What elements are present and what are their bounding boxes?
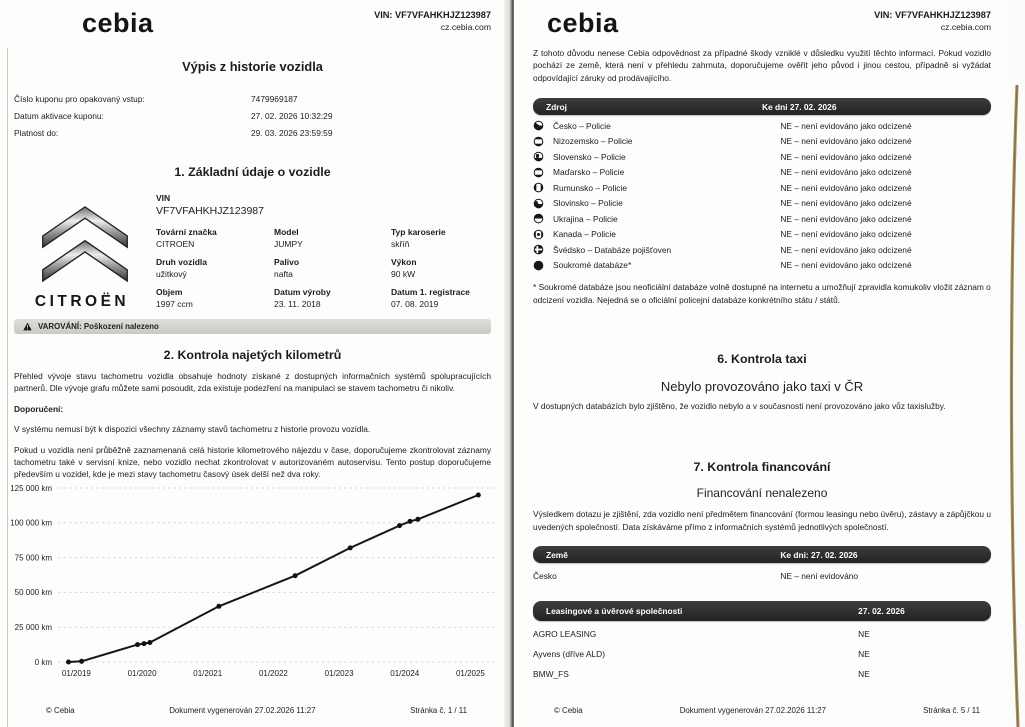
field-label: Tovární značka bbox=[156, 227, 217, 237]
country-header-left: Země bbox=[546, 549, 568, 560]
citroen-logo bbox=[14, 191, 156, 311]
source-row bbox=[533, 227, 991, 243]
warning-banner bbox=[14, 319, 491, 334]
coupon-row bbox=[14, 124, 491, 141]
svg-text:0 km: 0 km bbox=[34, 657, 52, 667]
vin-label: VIN bbox=[156, 193, 171, 203]
flag-slovenia-icon bbox=[533, 198, 544, 209]
field-value: 23. 11. 2018 bbox=[274, 299, 321, 309]
source-row bbox=[533, 196, 991, 212]
country-header-date: Ke dni: 27. 02. 2026 bbox=[780, 549, 858, 560]
source-row bbox=[533, 258, 991, 274]
source-label: Maďarsko – Policie bbox=[553, 167, 625, 178]
row-label: AGRO LEASING bbox=[533, 629, 597, 640]
report-page-5 bbox=[514, 0, 1010, 727]
source-result: NE – není evidováno jako odcizené bbox=[780, 136, 912, 147]
flag-romania-icon bbox=[533, 182, 544, 193]
source-result: NE – není evidováno jako odcizené bbox=[780, 244, 912, 255]
source-row bbox=[533, 242, 991, 258]
flag-canada-icon bbox=[533, 229, 544, 240]
svg-text:01/2022: 01/2022 bbox=[258, 669, 288, 678]
field-label: Objem bbox=[156, 287, 183, 297]
source-label: Rumunsko – Policie bbox=[553, 182, 628, 193]
section-1-title: 1. Základní údaje o vozidle bbox=[174, 165, 331, 179]
warning-triangle-icon bbox=[23, 322, 32, 331]
svg-text:25 000 km: 25 000 km bbox=[14, 623, 52, 632]
sources-header-left: Zdroj bbox=[546, 101, 567, 112]
source-result: NE – není evidováno jako odcizené bbox=[780, 260, 912, 271]
row-result: NE bbox=[858, 629, 870, 640]
flag-czechia-icon bbox=[533, 120, 544, 131]
private-db-footnote: * Soukromé databáze jsou neoficiální databáze volně dostupné na internetu a umožňují zpravidla komukoliv vložit záznam o odcizení vozidla. Nejedná se o oficiální policejní databáze konkrétního státu / států. bbox=[533, 282, 991, 305]
leasing-table-header bbox=[533, 601, 991, 621]
field-value: užitkový bbox=[156, 269, 187, 279]
field-label: Palivo bbox=[274, 257, 300, 267]
vehicle-fields bbox=[156, 227, 491, 309]
coupon-value: 29. 03. 2026 23:59:59 bbox=[251, 127, 333, 138]
svg-text:01/2020: 01/2020 bbox=[127, 669, 157, 678]
source-label: Soukromé databáze* bbox=[553, 260, 632, 271]
row-label: BMW_FS bbox=[533, 669, 569, 680]
row-label: Ayvens (dříve ALD) bbox=[533, 649, 605, 660]
svg-text:01/2019: 01/2019 bbox=[61, 669, 91, 678]
source-result: NE – není evidováno jako odcizené bbox=[780, 167, 912, 178]
field-value: skříň bbox=[391, 239, 410, 249]
footer-generated: Dokument vygenerován 27.02.2026 11:27 bbox=[169, 706, 316, 715]
vehicle-field bbox=[391, 227, 491, 249]
section-7-title: 7. Kontrola financování bbox=[693, 460, 831, 475]
source-label: Česko – Policie bbox=[553, 120, 611, 131]
footer-page-number: Stránka č. 1 / 11 bbox=[410, 706, 467, 715]
footer-page-number: Stránka č. 5 / 11 bbox=[923, 706, 980, 715]
source-result: NE – není evidováno jako odcizené bbox=[780, 213, 912, 224]
section-2-paragraph-2: V systému nemusí být k dispozici všechny záznamy stavů tachometru z historie provozu vozidla. bbox=[14, 424, 371, 435]
source-label: Slovinsko – Policie bbox=[553, 198, 623, 209]
page-header bbox=[533, 0, 991, 37]
svg-text:01/2025: 01/2025 bbox=[455, 669, 485, 678]
country-row bbox=[533, 563, 991, 589]
source-row bbox=[533, 211, 991, 227]
source-row bbox=[533, 180, 991, 196]
row-result: NE bbox=[858, 669, 870, 680]
leasing-header-date: 27. 02. 2026 bbox=[858, 606, 905, 617]
coupon-row bbox=[14, 107, 491, 124]
private-database-icon bbox=[533, 260, 544, 271]
vehicle-field bbox=[156, 227, 274, 249]
source-label: Ukrajina – Policie bbox=[553, 213, 618, 224]
vehicle-field bbox=[156, 257, 274, 279]
row-result: NE bbox=[858, 649, 870, 660]
source-result: NE – není evidováno jako odcizené bbox=[780, 229, 912, 240]
footer-generated: Dokument vygenerován 27.02.2026 11:27 bbox=[679, 706, 827, 715]
header-vin: VIN: VF7VFAHKHJZ123987 bbox=[874, 10, 991, 20]
vehicle-field bbox=[391, 257, 491, 279]
source-row bbox=[533, 165, 991, 181]
footer-copyright: © Cebia bbox=[46, 706, 75, 715]
svg-text:50 000 km: 50 000 km bbox=[14, 588, 52, 598]
disclaimer-paragraph: Z tohoto důvodu nenese Cebia odpovědnost za případné škody vzniklé v důsledku využití těchto informací. Pokud vozidlo pochází ze země, která není v přehledu zahrnuta, doporučujeme ověřit jeho původ i jinou cestou, případně si vyžádat odpovídající záruky od prodávajícího. bbox=[533, 48, 991, 83]
header-site-url: cz.cebia.com bbox=[940, 22, 991, 32]
section-2-paragraph-1: Přehled vývoje stavu tachometru vozidla obsahuje hodnoty získané z dostupných informačních systémů spolupracujících partnerů. Dle vývoje grafu můžete sami posoudit, zda existuje podezření na manipulaci se stavem tachometru či nikoliv. bbox=[14, 371, 491, 394]
svg-text:125 000 km: 125 000 km bbox=[10, 483, 52, 493]
vehicle-field bbox=[274, 227, 391, 249]
country-table-header bbox=[533, 546, 991, 563]
field-label: Výkon bbox=[391, 257, 417, 267]
svg-text:75 000 km: 75 000 km bbox=[14, 553, 52, 563]
page-footer bbox=[554, 706, 980, 715]
leasing-header-left: Leasingové a úvěrové společnosti bbox=[546, 606, 683, 617]
taxi-check-note: V dostupných databázích bylo zjištěno, že vozidlo nebylo a v současnosti není provozováno jako vůz taxislužby. bbox=[533, 401, 946, 412]
flag-slovakia-icon bbox=[533, 151, 544, 162]
source-label: Nizozemsko – Policie bbox=[553, 136, 633, 147]
svg-text:01/2021: 01/2021 bbox=[193, 669, 223, 678]
source-result: NE – není evidováno jako odcizené bbox=[780, 151, 912, 162]
flag-ukraine-icon bbox=[533, 213, 544, 224]
row-result: NE – není evidováno bbox=[780, 571, 859, 582]
source-row bbox=[533, 118, 991, 134]
flag-netherlands-icon bbox=[533, 136, 544, 147]
field-value: 1997 ccm bbox=[156, 299, 193, 309]
leasing-row bbox=[533, 624, 991, 644]
field-value: 90 kW bbox=[391, 269, 416, 279]
field-label: Typ karoserie bbox=[391, 227, 446, 237]
source-label: Švédsko – Databáze pojišťoven bbox=[553, 244, 672, 255]
flag-hungary-icon bbox=[533, 167, 544, 178]
source-result: NE – není evidováno jako odcizené bbox=[780, 198, 912, 209]
coupon-value: 7479969187 bbox=[251, 93, 298, 104]
sources-table-rows bbox=[533, 118, 991, 273]
taxi-check-result: Nebylo provozováno jako taxi v ČR bbox=[660, 379, 864, 395]
vehicle-field bbox=[391, 287, 491, 309]
header-site-url: cz.cebia.com bbox=[440, 22, 491, 32]
odometer-line-chart bbox=[0, 478, 500, 683]
warning-text: VAROVÁNÍ: Poškození nalezeno bbox=[38, 322, 159, 331]
section-2-title: 2. Kontrola najetých kilometrů bbox=[163, 348, 342, 362]
cebia-logo: cebia bbox=[82, 8, 154, 38]
section-2-paragraph-3: Pokud u vozidla není průběžně zaznamenaná celá historie kilometrového nájezdu v čase, doporučujeme zkontrolovat záznamy tachometru také v servisní knize, nebo vozidlo nechat zkontrolovat v autorizovaném autoservisu. Tento postup doporučujeme především u vozidel, kde je mezi stavy tachometru časový úsek delší než dva roky. bbox=[14, 444, 491, 480]
page-header bbox=[14, 0, 491, 37]
section-6-title: 6. Kontrola taxi bbox=[717, 352, 807, 367]
leasing-row bbox=[533, 644, 991, 664]
country-table-rows bbox=[533, 563, 991, 589]
coupon-row bbox=[14, 90, 491, 107]
sources-table-header bbox=[533, 98, 991, 115]
svg-text:01/2023: 01/2023 bbox=[324, 669, 354, 678]
financing-check-note: Výsledkem dotazu je zjištění, zda vozidlo není předmětem financování (formou leasingu nebo úvěru), zástavy a zápůjčkou u uvedených společností. Data získáváme přímo z informačních systémů jednotlivých společností. bbox=[533, 509, 991, 532]
svg-text:01/2024: 01/2024 bbox=[390, 669, 420, 678]
source-result: NE – není evidováno jako odcizené bbox=[780, 120, 912, 131]
source-row bbox=[533, 149, 991, 165]
field-value: 07. 08. 2019 bbox=[391, 299, 439, 309]
page-seam bbox=[504, 0, 514, 727]
leasing-row bbox=[533, 664, 991, 684]
field-value: JUMPY bbox=[274, 239, 303, 249]
vin-value: VF7VFAHKHJZ123987 bbox=[156, 205, 264, 217]
vehicle-field bbox=[156, 287, 274, 309]
source-row bbox=[533, 134, 991, 150]
header-vin: VIN: VF7VFAHKHJZ123987 bbox=[374, 10, 491, 20]
source-result: NE – není evidováno jako odcizené bbox=[780, 182, 912, 193]
coupon-info bbox=[14, 90, 491, 141]
odometer-chart bbox=[0, 478, 500, 688]
field-label: Model bbox=[274, 227, 299, 237]
scan-edge-artifact bbox=[1007, 85, 1023, 727]
page-title: Výpis z historie vozidla bbox=[182, 59, 323, 74]
report-page-1 bbox=[0, 0, 505, 727]
page-footer bbox=[46, 706, 467, 715]
coupon-label: Číslo kuponu pro opakovaný vstup: bbox=[14, 93, 145, 104]
citroen-wordmark: CITROËN bbox=[34, 293, 130, 310]
field-label: Druh vozidla bbox=[156, 257, 208, 267]
coupon-value: 27. 02. 2026 10:32:29 bbox=[251, 110, 333, 121]
citroen-chevrons-icon bbox=[38, 205, 132, 282]
vehicle-summary bbox=[14, 191, 491, 311]
field-value: CITROEN bbox=[156, 239, 195, 249]
field-label: Datum 1. registrace bbox=[391, 287, 470, 297]
vehicle-field bbox=[274, 287, 391, 309]
recommendation-label: Doporučení: bbox=[14, 403, 64, 414]
svg-text:100 000 km: 100 000 km bbox=[10, 518, 52, 528]
field-value: nafta bbox=[274, 269, 293, 279]
coupon-label: Datum aktivace kuponu: bbox=[14, 110, 104, 121]
cebia-logo: cebia bbox=[547, 8, 619, 38]
source-label: Kanada – Policie bbox=[553, 229, 616, 240]
flag-sweden-icon bbox=[533, 244, 544, 255]
sources-header-date: Ke dni 27. 02. 2026 bbox=[762, 101, 837, 112]
source-label: Slovensko – Policie bbox=[553, 151, 626, 162]
financing-check-result: Financování nenalezeno bbox=[696, 486, 828, 501]
vehicle-field bbox=[274, 257, 391, 279]
field-label: Datum výroby bbox=[274, 287, 331, 297]
row-label: Česko bbox=[533, 571, 557, 582]
leasing-table-rows bbox=[533, 624, 991, 684]
footer-copyright: © Cebia bbox=[554, 706, 583, 715]
coupon-label: Platnost do: bbox=[14, 127, 59, 138]
